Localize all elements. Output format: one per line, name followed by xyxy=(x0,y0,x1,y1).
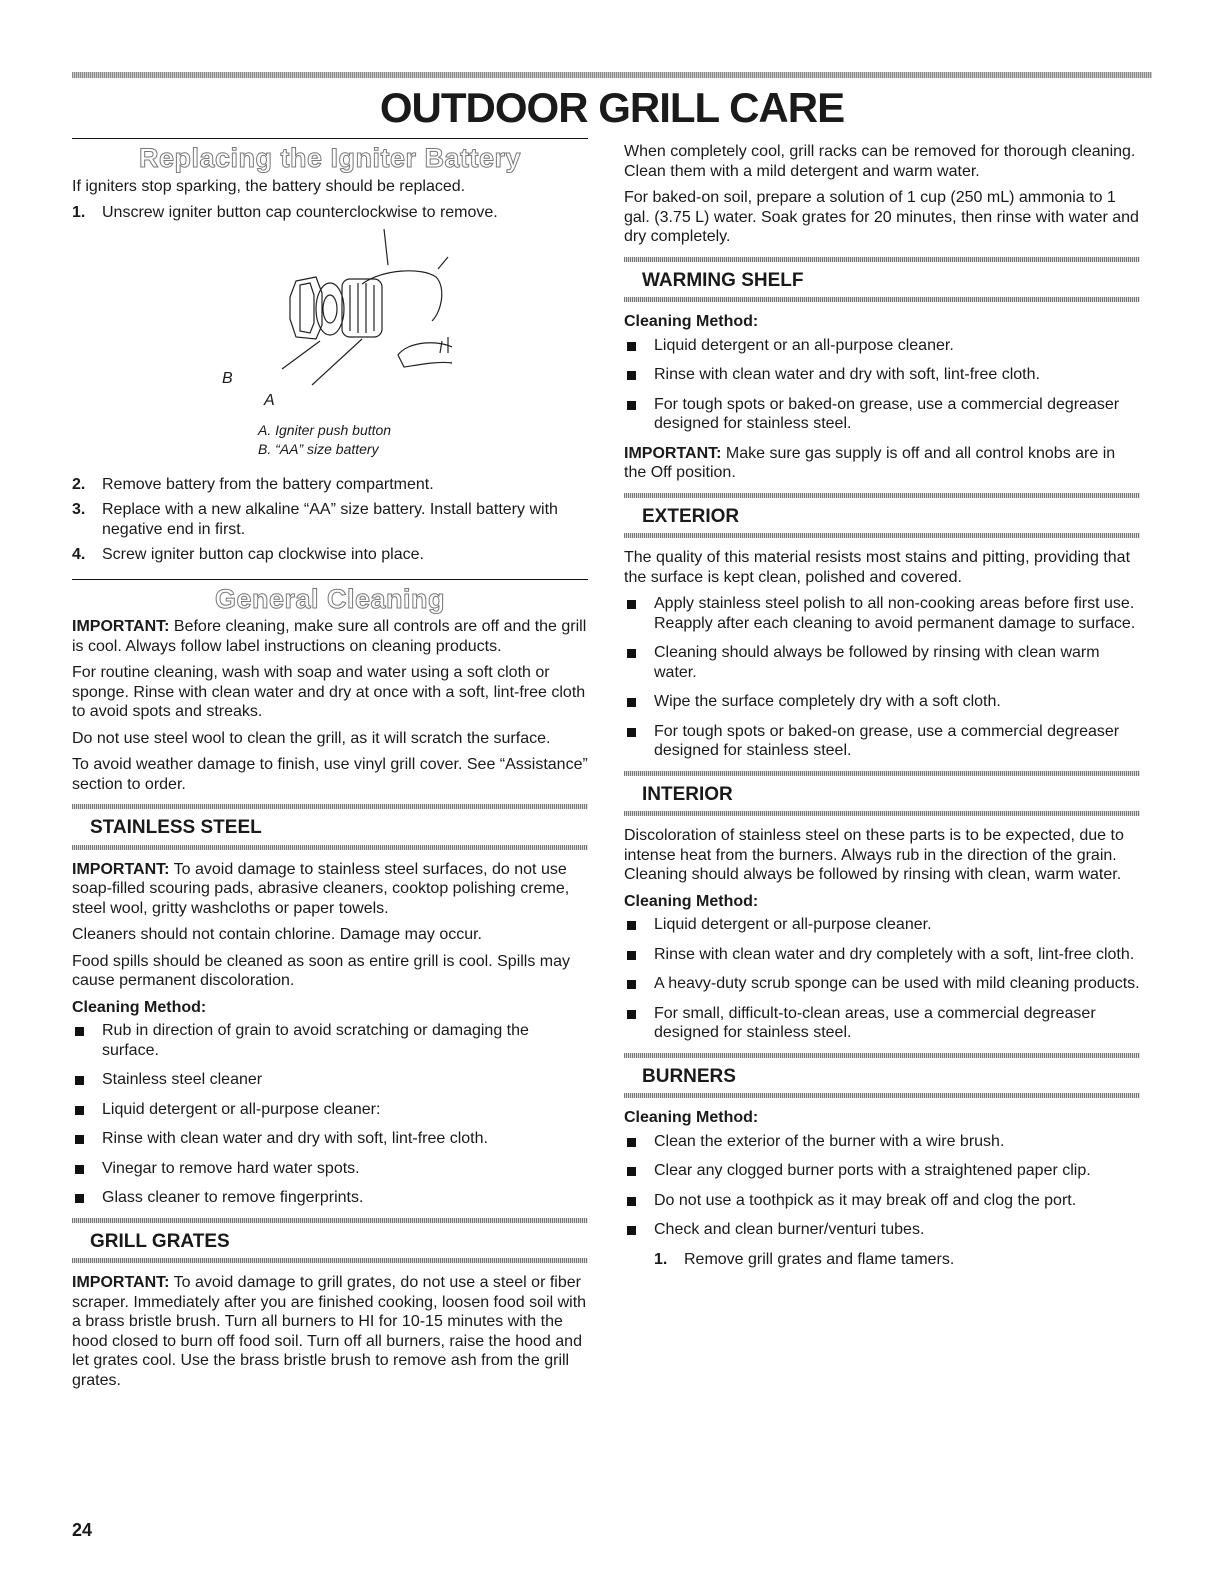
step-number: 2. xyxy=(72,475,86,493)
exterior-subheading xyxy=(624,493,1140,539)
stainless-important xyxy=(72,860,588,919)
list-item: For tough spots or baked-on grease, use a commercial degreaser designed for stainless steel. xyxy=(624,722,1140,761)
burners-subheading xyxy=(624,1053,1140,1099)
subheading-band xyxy=(624,811,1140,816)
general-important xyxy=(72,617,588,656)
grates-p1: When completely cool, grill racks can be removed for thorough cleaning. Clean them with a mild detergent and warm water. xyxy=(624,143,1136,180)
top-rule xyxy=(72,72,1152,78)
list-item: Liquid detergent or an all-purpose cleaner. xyxy=(624,336,1140,356)
step-item xyxy=(72,203,588,223)
igniter-heading: Replacing the Igniter Battery xyxy=(138,143,522,173)
callout-label-b: B xyxy=(222,369,233,387)
list-item: For small, difficult-to-clean areas, use a commercial degreaser designed for stainless steel. xyxy=(624,1004,1140,1043)
list-item: Rinse with clean water and dry with soft, lint-free cloth. xyxy=(72,1129,588,1149)
callout-label-a: A xyxy=(264,391,275,409)
stainless-p2: Food spills should be cleaned as soon as entire grill is cool. Spills may cause permanent discoloration. xyxy=(72,952,571,989)
list-item: A heavy-duty scrub sponge can be used with mild cleaning products. xyxy=(624,974,1140,994)
step-item xyxy=(72,500,588,539)
igniter-illustration xyxy=(212,229,452,399)
step-number: 3. xyxy=(72,501,86,518)
list-item: Rinse with clean water and dry with soft, lint-free cloth. xyxy=(624,365,1140,385)
list-item: Clear any clogged burner ports with a straightened paper clip. xyxy=(624,1161,1140,1181)
important-text: To avoid damage to stainless steel surfaces, do not use soap-filled scouring pads, abrasive cleaners, cooktop polishing creme, steel wool, gritty washcloths or paper towels. xyxy=(72,860,570,917)
subheading-band xyxy=(72,1258,588,1263)
list-item: Do not use a toothpick as it may break off and clog the port. xyxy=(624,1191,1140,1211)
grates-subheading xyxy=(72,1218,588,1264)
important-label: IMPORTANT: xyxy=(72,618,170,635)
step-number: 4. xyxy=(72,546,86,563)
important-text: To avoid damage to grill grates, do not use a steel or fiber scraper. Immediately after you are finished cooking, loosen food soil with a brass bristle brush. Turn all burners to HI for 10-15 minutes with the hood closed to burn off food soil. Turn off all burners, raise the hood and let grates cool. Use the brass bristle brush to remove ash from the grill grates. xyxy=(72,1274,587,1389)
list-item: Liquid detergent or all-purpose cleaner. xyxy=(624,915,1140,935)
list-item: For tough spots or baked-on grease, use a commercial degreaser designed for stainless steel. xyxy=(624,395,1140,434)
step-text: Replace with a new alkaline “AA” size battery. Install battery with negative end in first. xyxy=(102,501,558,538)
exterior-heading: EXTERIOR xyxy=(642,505,740,527)
list-item: Stainless steel cleaner xyxy=(72,1070,588,1090)
interior-heading: INTERIOR xyxy=(642,783,733,805)
interior-list xyxy=(624,915,1140,1043)
general-heading: General Cleaning xyxy=(214,583,446,614)
important-label: IMPORTANT: xyxy=(624,444,722,462)
burners-steps xyxy=(654,1250,1140,1270)
list-item: Clean the exterior of the burner with a wire brush. xyxy=(624,1132,1140,1152)
section-rule xyxy=(72,138,588,139)
list-item: Glass cleaner to remove fingerprints. xyxy=(72,1188,588,1208)
exterior-list xyxy=(624,594,1140,761)
warming-heading: WARMING SHELF xyxy=(642,269,804,291)
page-number: 24 xyxy=(72,1520,93,1540)
step-item xyxy=(72,545,588,565)
stainless-method-label: Cleaning Method: xyxy=(72,998,207,1016)
subheading-band xyxy=(624,533,1140,538)
step-number: 1. xyxy=(654,1250,668,1268)
list-item: Wipe the surface completely dry with a soft cloth. xyxy=(624,692,1140,712)
list-item: Rub in direction of grain to avoid scratching or damaging the surface. xyxy=(72,1021,588,1060)
grates-important xyxy=(72,1273,588,1390)
general-p2: Do not use steel wool to clean the grill, as it will scratch the surface. xyxy=(72,729,551,747)
subheading-band xyxy=(624,1093,1140,1098)
grates-heading: GRILL GRATES xyxy=(90,1230,230,1252)
list-item: Vinegar to remove hard water spots. xyxy=(72,1159,588,1179)
stainless-subheading xyxy=(72,804,588,850)
grates-p2: For baked-on soil, prepare a solution of 1 cup (250 mL) ammonia to 1 gal. (3.75 L) water. Soak grates for 20 minutes, then rinse with water and dry completely. xyxy=(624,189,1139,245)
general-p1: For routine cleaning, wash with soap and water using a soft cloth or sponge. Rinse with clean water and dry at once with a soft, lint-free cloth to avoid spots and streaks. xyxy=(72,664,586,720)
general-p3: To avoid weather damage to finish, use vinyl grill cover. See “Assistance” section to order. xyxy=(72,756,588,793)
subheading-band xyxy=(624,297,1140,302)
list-item: Cleaning should always be followed by rinsing with clean warm water. xyxy=(624,643,1140,682)
stainless-heading: STAINLESS STEEL xyxy=(90,817,262,838)
step-item xyxy=(654,1250,1140,1270)
warming-subheading xyxy=(624,257,1140,303)
step-text: Unscrew igniter button cap counterclockwise to remove. xyxy=(102,204,498,221)
important-text: Make sure gas supply is off and all control knobs are in the Off position. xyxy=(624,444,1116,481)
caption-b: B. “AA” size battery xyxy=(258,440,379,457)
step-number: 1. xyxy=(72,204,86,221)
left-column xyxy=(72,138,588,1397)
interior-p1: Discoloration of stainless steel on these parts is to be expected, due to intense heat from the burners. Always rub in the direction of the grain. Cleaning should always be followed by rinsing with clean, warm water. xyxy=(624,827,1124,883)
stainless-list xyxy=(72,1021,588,1208)
important-label: IMPORTANT: xyxy=(72,860,170,878)
important-label: IMPORTANT: xyxy=(72,1274,170,1291)
figure-captions xyxy=(258,421,391,459)
stainless-p1: Cleaners should not contain chlorine. Damage may occur. xyxy=(72,926,482,943)
igniter-steps xyxy=(72,203,588,223)
step-text: Remove battery from the battery compartment. xyxy=(102,475,434,493)
warming-important xyxy=(624,444,1140,483)
burners-list xyxy=(624,1132,1140,1240)
igniter-figure xyxy=(72,229,588,457)
step-item xyxy=(72,475,588,495)
warming-method-label: Cleaning Method: xyxy=(624,313,759,330)
list-item: Apply stainless steel polish to all non-cooking areas before first use. Reapply after each cleaning to avoid permanent damage to surface. xyxy=(624,594,1140,633)
interior-subheading xyxy=(624,771,1140,817)
step-text: Remove grill grates and flame tamers. xyxy=(684,1250,955,1268)
list-item: Rinse with clean water and dry completely with a soft, lint-free cloth. xyxy=(624,945,1140,965)
list-item: Liquid detergent or all-purpose cleaner: xyxy=(72,1100,588,1120)
step-text: Screw igniter button cap clockwise into place. xyxy=(102,546,424,563)
caption-a: A. Igniter push button xyxy=(258,421,392,438)
right-column xyxy=(624,142,1140,1275)
subheading-band xyxy=(72,845,588,850)
important-text: Before cleaning, make sure all controls are off and the grill is cool. Always follow label instructions on cleaning products. xyxy=(72,618,587,655)
burners-heading: BURNERS xyxy=(642,1065,736,1087)
exterior-p1: The quality of this material resists most stains and pitting, providing that the surface is kept clean, polished and covered. xyxy=(624,549,1131,586)
section-rule xyxy=(72,579,588,580)
interior-method-label: Cleaning Method: xyxy=(624,892,759,910)
igniter-steps-cont xyxy=(72,475,588,565)
burners-method-label: Cleaning Method: xyxy=(624,1109,759,1126)
warming-list xyxy=(624,336,1140,434)
list-item: Check and clean burner/venturi tubes. xyxy=(624,1220,1140,1240)
page-title: OUTDOOR GRILL CARE xyxy=(379,84,845,131)
igniter-intro: If igniters stop sparking, the battery should be replaced. xyxy=(72,177,466,195)
